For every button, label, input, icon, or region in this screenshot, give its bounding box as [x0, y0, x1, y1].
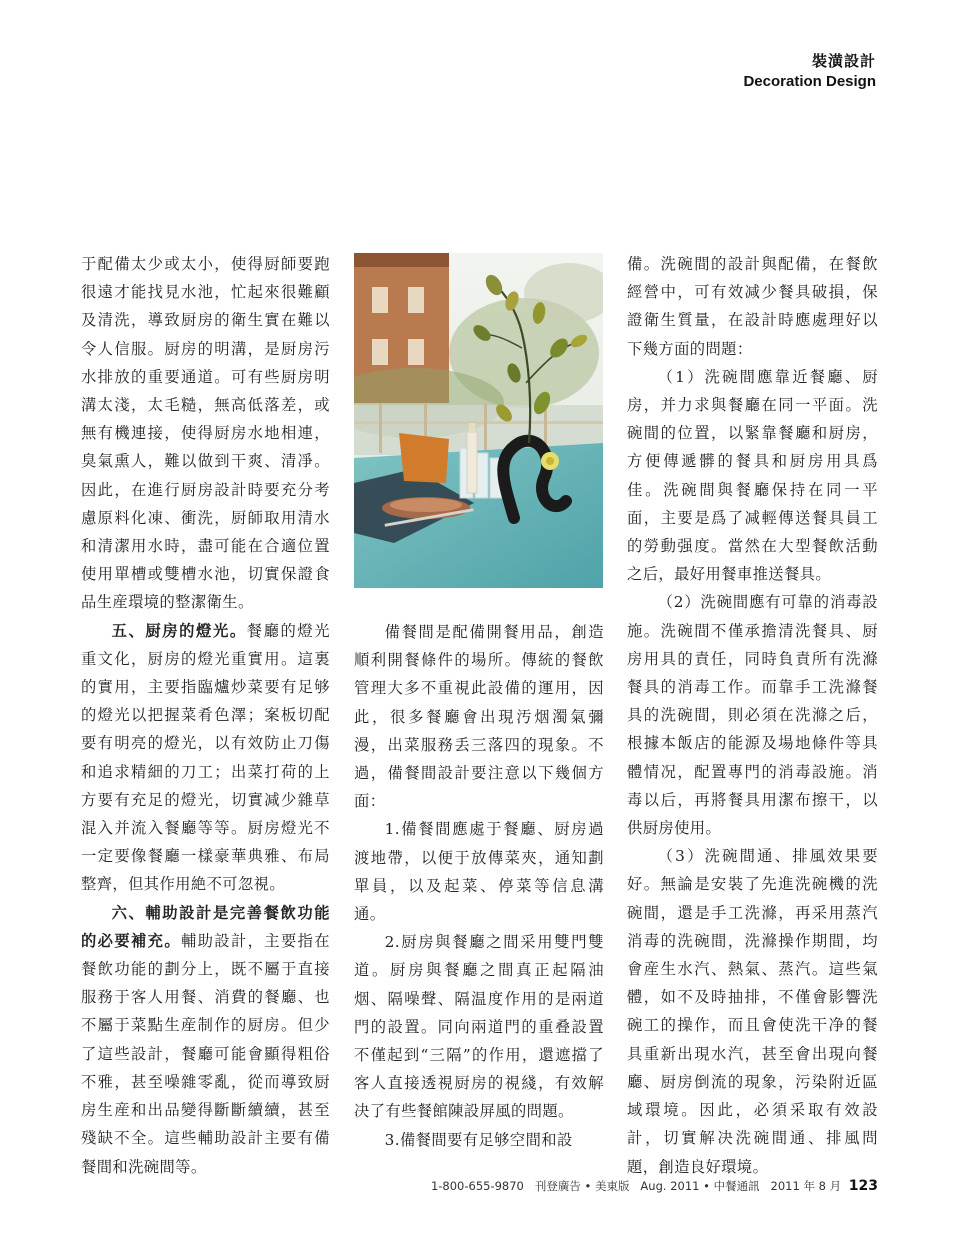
paragraph-lighting-body: 餐廳的燈光重文化，厨房的燈光重實用。這裏的實用，主要指臨爐炒菜要有足够的燈光以把握菜肴色澤；案板切配要有明亮的燈光，以有效防止刀傷和追求精細的刀工；出菜打荷的上方要有充足的燈光，切實减少雜草混入并流入餐廳等等。厨房燈光不一定要像餐廳一樣豪華典雅、布局整齊，但其作用絶不可忽視。	[81, 621, 330, 894]
section-title-english: Decoration Design	[743, 73, 876, 90]
paragraph-drainage: 于配備太少或太小，使得厨師要跑很遠才能找見水池，忙起來很難顧及清洗，導致厨房的衛生實在難以令人信服。厨房的明溝，是厨房污水排放的重要通道。可有些厨房明溝太淺，太毛糙，無高低落差，或無有機連接，使得厨房水地相連，臭氣熏人，難以做到干爽、清凈。因此，在進行厨房設計時要充分考慮原料化凍、衝洗，厨師取用清水和清潔用水時，盡可能在合適位置使用單槽或雙槽水池，切實保證食品生産環境的整潔衛生。	[81, 255, 330, 612]
restaurant-table-photo	[354, 253, 603, 588]
paragraph-dishwashing-point-3: （3）洗碗間通、排風效果要好。無論是安裝了先進洗碗機的洗碗間，還是手工洗滌，再采用蒸汽消毒的洗碗間，洗滌操作期間，均會産生水汽、熱氣、蒸汽。這些氣體，如不及時抽排，不僅會影響洗碗工的操作，而且會使洗干净的餐具重新出現水汽，甚至會出現向餐廳、厨房倒流的現象，污染附近區域環境。因此，必須采取有效設計，切實解决洗碗間通、排風問題，創造良好環境。	[627, 847, 878, 1176]
photo-illustration	[354, 253, 603, 588]
paragraph-dishwashing-intro: 備。洗碗間的設計與配備，在餐飲經營中，可有效减少餐具破損，保證衛生質量，在設計時應處理好以下幾方面的問題：	[627, 255, 878, 358]
footer-edition: 美東版	[594, 1179, 630, 1193]
article-column-2	[354, 618, 604, 1154]
page-header	[743, 50, 876, 90]
article-column-1	[81, 250, 330, 1181]
paragraph-serving-room-point-2: 2.厨房與餐廳之間采用雙門雙道。厨房與餐廳之間真正起隔油烟、隔噪聲、隔温度作用的是兩道門的設置。同向兩道門的重叠設置不僅起到“三隔”的作用，還遮擋了客人直接透視厨房的視綫，有效解决了有些餐館陳設屏風的問題。	[354, 933, 604, 1121]
paragraph-auxiliary	[81, 899, 330, 1181]
paragraph-serving-room-intro: 備餐間是配備開餐用品，創造順利開餐條件的場所。傳統的餐飲管理大多不重視此設備的運用，因此，很多餐廳會出現汚烟濁氣彌漫，出菜服務丢三落四的現象。不過，備餐間設計要注意以下幾個方面：	[354, 623, 604, 811]
page-number: 123	[848, 1178, 878, 1194]
paragraph-serving-room-point-3: 3.備餐間要有足够空間和設	[384, 1130, 573, 1149]
paragraph-lighting	[81, 617, 330, 899]
article-column-3	[627, 250, 878, 1181]
page-footer: 1-800-655-9870 刊登廣告 • 美東版 Aug. 2011 • 中餐通訊 2011 年 8 月 123	[430, 1178, 878, 1194]
footer-phone: 1-800-655-9870	[430, 1179, 524, 1193]
paragraph-dishwashing-point-1: （1）洗碗間應靠近餐廳、厨房，并力求與餐廳在同一平面。洗碗間的位置，以緊靠餐廳和厨房，方便傳遞髒的餐具和厨房用具爲佳。洗碗間與餐廳保持在同一平面，主要是爲了减輕傳送餐具員工的勞動强度。當然在大型餐飲活動之后，最好用餐車推送餐具。	[627, 367, 878, 584]
footer-month-year: Aug. 2011	[640, 1179, 700, 1193]
heading-kitchen-lighting: 五、厨房的燈光。	[111, 621, 247, 640]
paragraph-serving-room-point-1: 1.備餐間應處于餐廳、厨房過渡地帶，以便于放傳菜夾，通知劃單員，以及起菜、停菜等信息溝通。	[354, 820, 604, 924]
footer-ad-label: 刊登廣告	[534, 1179, 581, 1193]
paragraph-dishwashing-point-2: （2）洗碗間應有可靠的消毒設施。洗碗間不僅承擔清洗餐具、厨房用具的責任，同時負責所有洗滌餐具的消毒工作。而靠手工洗滌餐具的洗碗間，則必須在洗滌之后，根據本飯店的能源及場地條件等具體情况，配置專門的消毒設施。消毒以后，再將餐具用潔布擦干，以供厨房使用。	[627, 593, 878, 838]
paragraph-auxiliary-body: 輔助設計，主要指在餐飲功能的劃分上，既不屬于直接服務于客人用餐、消費的餐廳、也不屬于菜點生産制作的厨房。但少了這些設計，餐廳可能會顯得粗俗不雅，甚至噪雜零亂，從而導致厨房生産和出品變得斷斷續續，甚至殘缺不全。這些輔助設計主要有備餐間和洗碗間等。	[81, 931, 330, 1176]
heading-auxiliary-design: 六、輔助設計是完善餐飲功能的必要補充。	[81, 903, 330, 950]
footer-magazine: 中餐通訊	[713, 1179, 760, 1193]
footer-date: 2011 年 8 月	[770, 1179, 842, 1193]
section-title-chinese: 裝潢設計	[811, 52, 876, 70]
